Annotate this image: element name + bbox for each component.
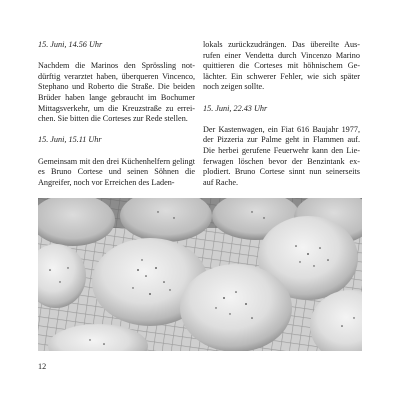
entry-timestamp: 15. Juni, 15.11 Uhr (38, 135, 102, 145)
right-column (203, 40, 360, 199)
left-column (38, 40, 195, 199)
entry-timestamp: 15. Juni, 14.56 Uhr (38, 40, 103, 49)
entry-text: Der Kastenwagen, ein Fiat 616 Baujahr 1977, der Pizzeria zur Palme geht in Flammen auf. Die herbei gerufene Feuerwehr kann den Lieferwagen löschen bevor der Benzintank explodiert. Bruno Cortese sinnt nun seinerseits auf Rache. (203, 124, 360, 187)
page-number: 12 (38, 362, 47, 371)
entry-text: Nachdem die Marinos den Sprössling notdürftig verarztet haben, überqueren Vincenco, Stephano und Roberto die Straße. Die beiden Brüder haben lange gebraucht im Bochumer Mittagsverkehr, um die Kreuzstraße zu erreichen. Sie bitten die Corteses zur Rede stellen. (38, 61, 195, 124)
entry-timestamp: 15. Juni, 22.43 Uhr (203, 103, 268, 113)
entry-text: Gemeinsam mit den drei Küchenhelfern gelingt es Bruno Cortese und seinen Söhnen die Angreifer, noch vor Erreichen des Laden- (38, 156, 195, 187)
bread-rolls-photo (38, 198, 362, 351)
continued-text: lokals zurückzudrängen. Das übereilte Ausrufen einer Vendetta durch Vincenzo Marino quittieren die Corteses mit höhnischem Gelächter. Ein schwerer Fehler, wie sich später noch zeigen sollte. (203, 40, 360, 92)
